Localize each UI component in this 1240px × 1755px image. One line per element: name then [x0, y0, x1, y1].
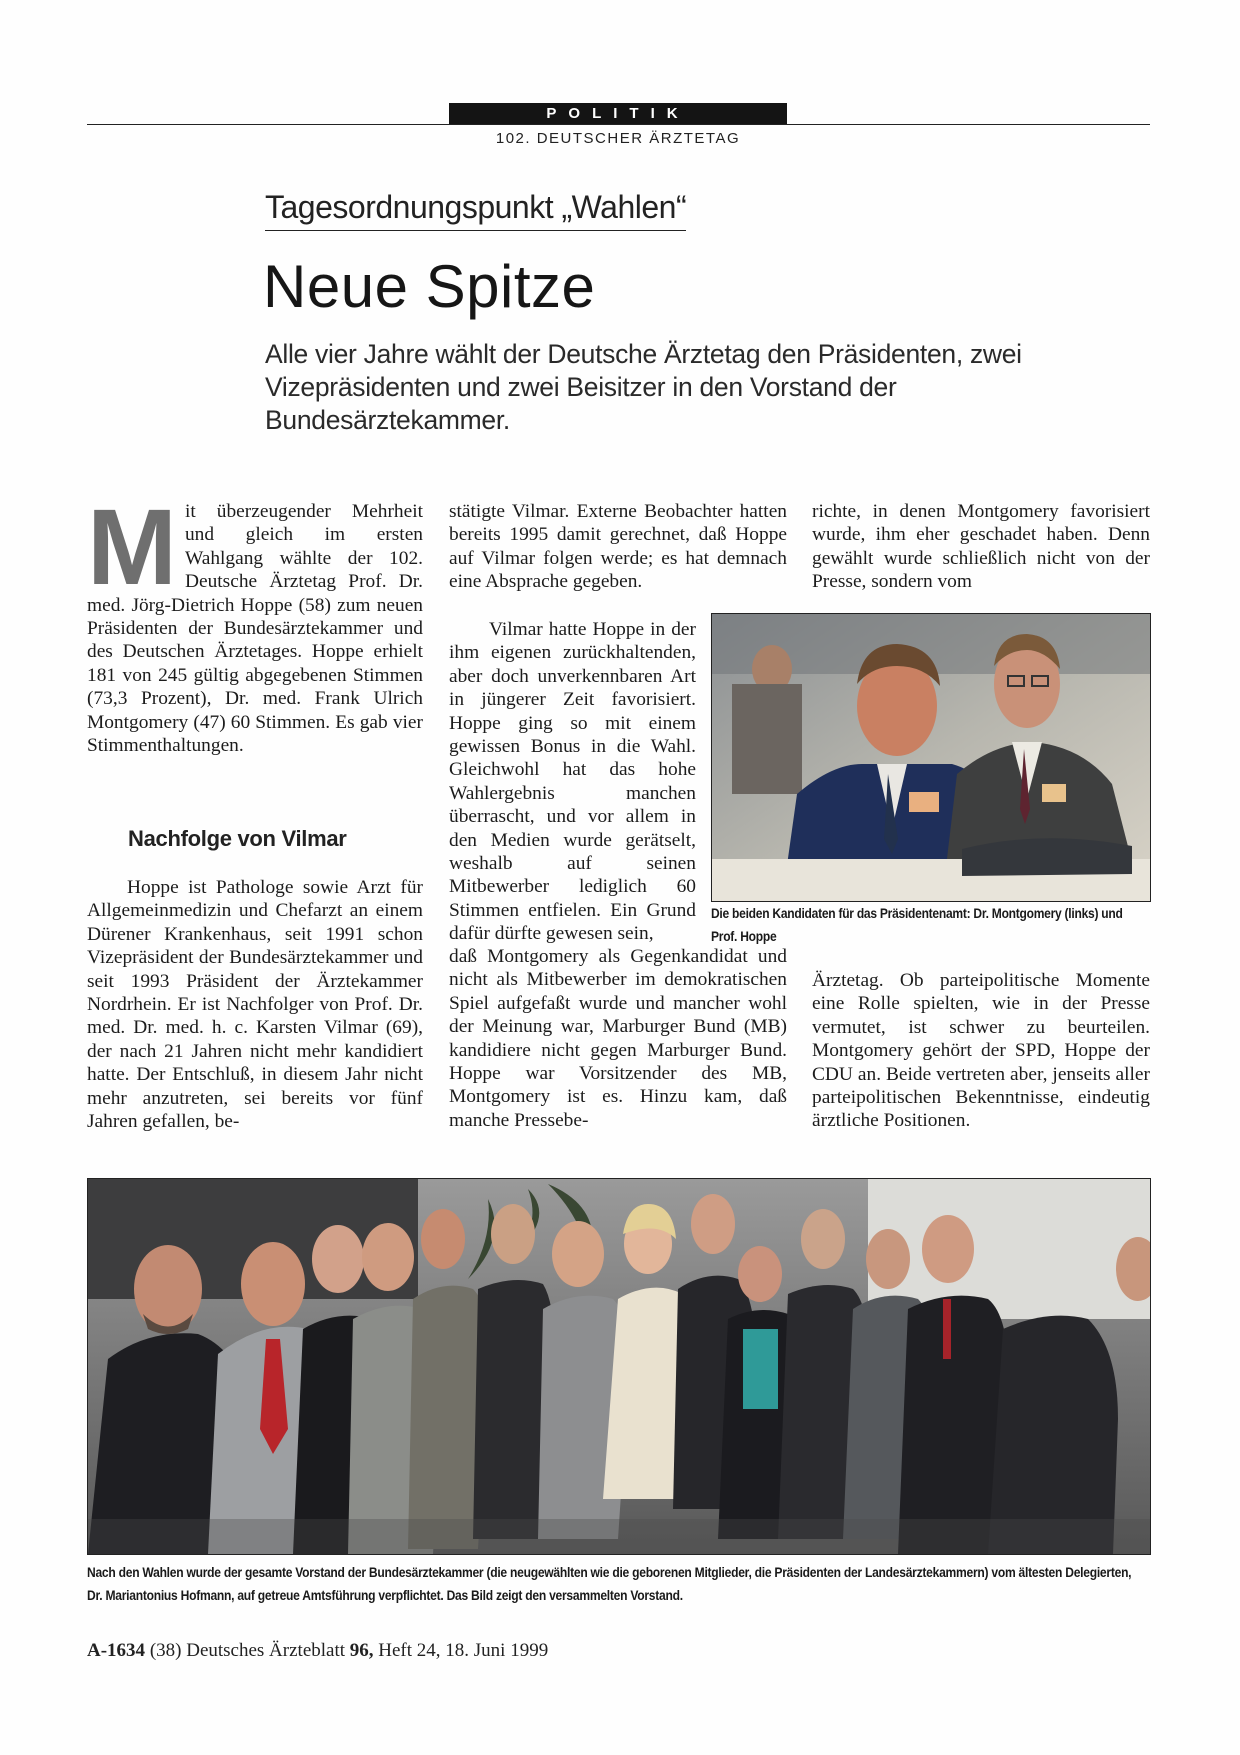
article-headline: Neue Spitze	[263, 253, 596, 320]
section-subheading: Nachfolge von Vilmar	[128, 826, 347, 851]
paragraph-col2-tail: daß Montgomery als Gegenkandidat und nicht als Mitbewerber im demokratischen Spiel aufgefaßt wurde und mancher wohl der Meinung war, Marburger Bund (MB) kandidiere nicht gegen Marburger Bund. Hoppe war Vorsitzender des MB, Montgomery ist es. Hinzu kam, daß manche Pressebe-	[449, 946, 787, 1131]
article-kicker: Tagesordnungspunkt „Wahlen“	[265, 189, 686, 231]
column-1-body	[87, 876, 423, 1133]
paragraph-intro: it überzeugender Mehrheit und gleich im ersten Wahlgang wählte der 102. Deutsche Ärztetag Prof. Dr. med. Jörg-Dietrich Hoppe (58) zum neuen Präsidenten der Bundesärztekammer und des Deutschen Ärztetages. Hoppe erhielt 181 von 245 gültig abgegebenen Stimmen (73,3 Prozent), Dr. med. Frank Ulrich Montgomery (47) 60 Stimmen. Es gab vier Stimmenthaltungen.	[87, 501, 423, 757]
article-lead: Alle vier Jahre wählt der Deutsche Ärztetag den Präsidenten, zwei Vizepräsidenten und zwei Beisitzer in den Vorstand der Bundesärztekammer.	[265, 339, 1022, 435]
journal-name: Deutsches Ärzteblatt	[186, 1640, 346, 1661]
candidates-photo	[711, 613, 1151, 902]
column-2-middle	[449, 618, 696, 946]
column-2-bottom	[449, 945, 787, 1132]
candidates-photo-caption: Die beiden Kandidaten für das Präsidentenamt: Dr. Montgomery (links) und Prof. Hoppe	[711, 905, 1123, 944]
header-rule	[87, 124, 1150, 125]
paragraph-col2-top: stätigte Vilmar. Externe Beobachter hatten bereits 1995 damit gerechnet, daß Hoppe auf Vilmar folgen werde; es hat demnach eine Absprache gegeben.	[449, 501, 787, 593]
drop-cap: M	[87, 486, 177, 607]
column-3-bottom	[812, 969, 1150, 1133]
paragraph-succession: Hoppe ist Pathologe sowie Arzt für Allgemeinmedizin und Chefarzt an einem Dürener Krankenhaus, seit 1991 schon Vizepräsident der Bundesärztekammer und seit 1993 Präsident der Ärztekammer Nordrhein. Er ist Nachfolger von Prof. Dr. med. Dr. med. h. c. Karsten Vilmar (69), der nach 21 Jahren nicht mehr kandidiert hatte. Der Entschluß, in diesem Jahr nicht mehr anzutreten, sei bereits vor fünf Jahren gefallen, be-	[87, 877, 423, 1133]
subsection-label: 102. DEUTSCHER ÄRZTETAG	[495, 130, 741, 147]
paragraph-col3-bottom: Ärztetag. Ob parteipolitische Momente eine Rolle spielten, wie in der Presse vermutet, ist schwer zu beurteilen. Montgomery gehört der SPD, Hoppe der CDU an. Beide vertreten aber, jenseits aller parteipolitischen Bekenntnisse, eindeutig ärztliche Positionen.	[812, 970, 1150, 1132]
paragraph-col3-top: richte, in denen Montgomery favorisiert wurde, ihm eher geschadet haben. Denn gewählt wurde schließlich nicht von der Presse, sondern vom	[812, 501, 1150, 593]
column-3-top	[812, 500, 1150, 594]
paragraph-col2-mid: Vilmar hatte Hoppe in der ihm eigenen zurückhaltenden, aber doch unverkennbaren Art in jüngerer Zeit favorisiert. Hoppe ging so mit einem gewissen Bonus in die Wahl. Gleichwohl hat das hohe Wahlergebnis manchen überrascht, und vor allem in den Medien wurde gerätselt, weshalb auf seinen Mitbewerber lediglich 60 Stimmen entfielen. Ein Grund dafür dürfte gewesen sein,	[449, 619, 696, 945]
board-photo-caption: Nach den Wahlen wurde der gesamte Vorstand der Bundesärztekammer (die neugewählten wie die geborenen Mitglieder, die Präsidenten der Landesärztekammern) vom ältesten Delegierten, Dr. Mariantonius Hofmann, auf getreue Amtsführung verpflichtet. Das Bild zeigt den versammelten Vorstand.	[87, 1564, 1132, 1603]
section-label: POLITIK	[449, 103, 787, 124]
board-group-photo-image	[88, 1179, 1150, 1554]
volume-number: 96,	[349, 1640, 374, 1661]
column-2-top	[449, 500, 787, 594]
column-1-intro	[87, 486, 423, 757]
board-group-photo	[87, 1178, 1151, 1555]
page-number: (38)	[149, 1640, 182, 1661]
candidates-photo-image	[712, 614, 1150, 901]
page-footer	[87, 1640, 548, 1662]
issue-info: Heft 24, 18. Juni 1999	[378, 1640, 549, 1661]
page-code: A-1634	[87, 1640, 146, 1661]
